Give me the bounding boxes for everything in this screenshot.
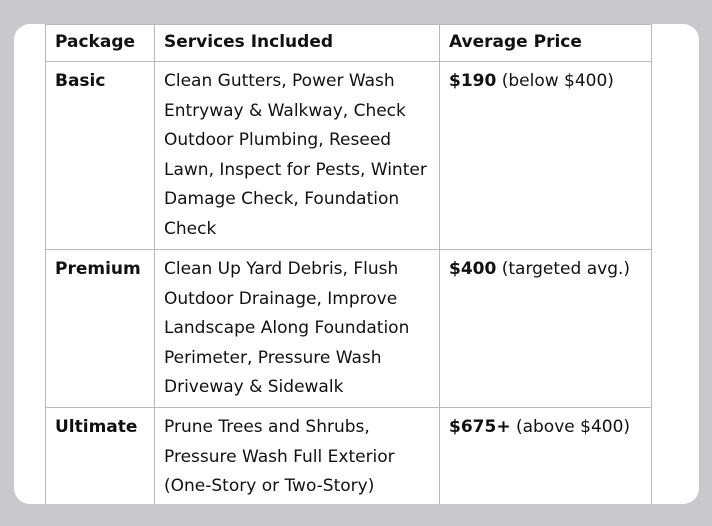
package-name: Basic xyxy=(46,62,155,250)
table-row xyxy=(46,250,652,408)
price-amount: $400 xyxy=(449,259,497,279)
package-name: Ultimate xyxy=(46,408,155,505)
package-name: Premium xyxy=(46,250,155,408)
table-row xyxy=(46,62,652,250)
header-services: Services Included xyxy=(155,25,440,62)
table-header-row xyxy=(46,25,652,62)
services-cell: Clean Up Yard Debris, Flush Outdoor Drainage, Improve Landscape Along Foundation Perimeter, Pressure Wash Driveway & Sidewalk xyxy=(155,250,440,408)
price-cell xyxy=(440,408,652,505)
price-cell xyxy=(440,62,652,250)
price-amount: $675+ xyxy=(449,417,511,437)
price-note: (below $400) xyxy=(501,71,614,91)
pricing-table xyxy=(45,24,652,504)
table-row xyxy=(46,408,652,505)
services-cell: Prune Trees and Shrubs, Pressure Wash Full Exterior (One-Story or Two-Story) xyxy=(155,408,440,505)
services-cell: Clean Gutters, Power Wash Entryway & Walkway, Check Outdoor Plumbing, Reseed Lawn, Inspect for Pests, Winter Damage Check, Foundation Check xyxy=(155,62,440,250)
price-amount: $190 xyxy=(449,71,497,91)
price-note: (targeted avg.) xyxy=(501,259,631,279)
content-card xyxy=(14,24,699,504)
price-cell xyxy=(440,250,652,408)
header-package: Package xyxy=(46,25,155,62)
header-price: Average Price xyxy=(440,25,652,62)
price-note: (above $400) xyxy=(515,417,631,437)
